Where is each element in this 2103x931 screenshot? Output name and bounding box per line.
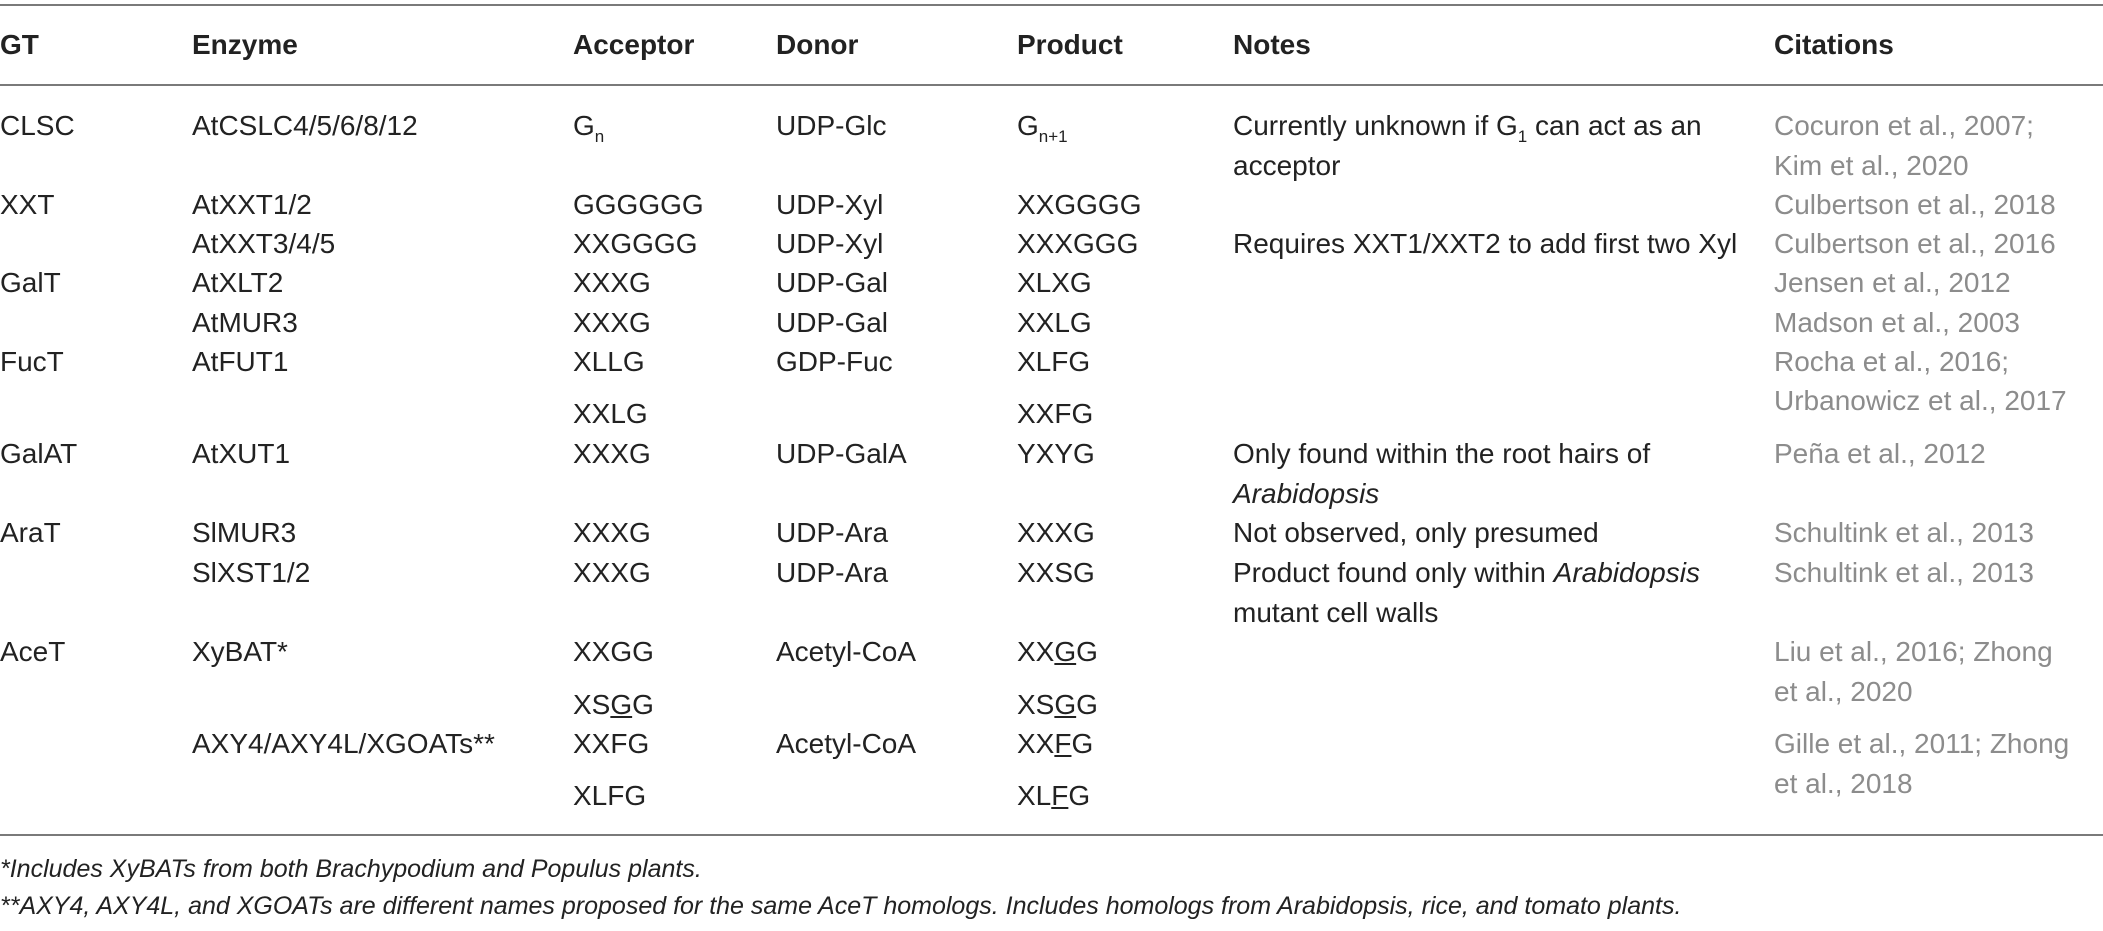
cell-citation-line2: Urbanowicz et al., 2017 bbox=[1774, 385, 2067, 416]
cell-gt: AraT bbox=[0, 517, 61, 548]
notes-text: can act as an bbox=[1527, 110, 1702, 141]
cell-donor: UDP-Ara bbox=[776, 517, 889, 548]
acceptor-underlined-residue: G bbox=[610, 689, 633, 720]
header-notes: Notes bbox=[1233, 29, 1311, 60]
acceptor-subscript: n bbox=[594, 127, 605, 146]
cell-notes-line2: Arabidopsis bbox=[1233, 478, 1380, 509]
cell-notes: Not observed, only presumed bbox=[1233, 517, 1599, 548]
acceptor-base: G bbox=[573, 110, 595, 141]
product-text: G bbox=[1076, 689, 1098, 720]
header-product: Product bbox=[1017, 29, 1123, 60]
cell-enzyme: SlMUR3 bbox=[192, 517, 297, 548]
cell-gt: FucT bbox=[0, 346, 64, 377]
cell-product bbox=[1017, 685, 1098, 725]
cell-enzyme: AtFUT1 bbox=[192, 346, 289, 377]
table-top-rule bbox=[0, 4, 2103, 6]
cell-gt: XXT bbox=[0, 189, 55, 220]
cell-citation: Liu et al., 2016; Zhong bbox=[1774, 636, 2053, 667]
product-text: XX bbox=[1017, 636, 1055, 667]
cell-citation: Jensen et al., 2012 bbox=[1774, 267, 2011, 298]
cell-acceptor: XXXG bbox=[573, 517, 651, 548]
cell-citation-line2: et al., 2018 bbox=[1774, 768, 1913, 799]
cell-enzyme: AtXUT1 bbox=[192, 438, 291, 469]
cell-enzyme: AXY4/AXY4L/XGOATs** bbox=[192, 728, 495, 759]
cell-donor: UDP-GalA bbox=[776, 438, 907, 469]
cell-enzyme: AtXLT2 bbox=[192, 267, 284, 298]
header-gt: GT bbox=[0, 29, 39, 60]
cell-acceptor: XXXG bbox=[573, 307, 651, 338]
cell-acceptor: XXGG bbox=[573, 636, 654, 667]
product-base: G bbox=[1017, 110, 1039, 141]
cell-gt: CLSC bbox=[0, 110, 75, 141]
cell-donor: UDP-Ara bbox=[776, 557, 889, 588]
cell-donor: Acetyl-CoA bbox=[776, 728, 917, 759]
header-acceptor: Acceptor bbox=[573, 29, 695, 60]
cell-citation: Peña et al., 2012 bbox=[1774, 438, 1986, 469]
cell-donor: UDP-Xyl bbox=[776, 189, 884, 220]
cell-acceptor: XXXG bbox=[573, 438, 651, 469]
product-underlined-residue: G bbox=[1054, 636, 1077, 667]
cell-product: XXSG bbox=[1017, 557, 1095, 588]
product-text: G bbox=[1071, 728, 1094, 759]
product-text: XX bbox=[1017, 728, 1055, 759]
cell-product: XLXG bbox=[1017, 267, 1092, 298]
header-donor: Donor bbox=[776, 29, 859, 60]
header-citations: Citations bbox=[1774, 29, 1894, 60]
cell-citation-line2: et al., 2020 bbox=[1774, 676, 1913, 707]
cell-acceptor: XLFG bbox=[573, 780, 647, 811]
cell-acceptor: XXXG bbox=[573, 267, 651, 298]
product-text: G bbox=[1076, 636, 1098, 667]
cell-citation: Gille et al., 2011; Zhong bbox=[1774, 728, 2070, 759]
cell-donor: Acetyl-CoA bbox=[776, 636, 917, 667]
product-text: XL bbox=[1017, 780, 1052, 811]
footnote-single-asterisk: *Includes XyBATs from both Brachypodium and Populus plants. bbox=[0, 855, 702, 883]
notes-text: Currently unknown if G bbox=[1233, 110, 1518, 141]
cell-donor: UDP-Gal bbox=[776, 267, 889, 298]
cell-citation: Cocuron et al., 2007; bbox=[1774, 110, 2034, 141]
notes-text: Product found only within bbox=[1233, 557, 1554, 588]
cell-donor: UDP-Glc bbox=[776, 110, 887, 141]
cell-donor: UDP-Gal bbox=[776, 307, 889, 338]
footnote-double-asterisk: **AXY4, AXY4L, and XGOATs are different names proposed for the same AceT homologs. Includes homologs from Arabidopsis, rice, and tomato plants. bbox=[0, 892, 1682, 920]
cell-donor: UDP-Xyl bbox=[776, 228, 884, 259]
cell-product: YXYG bbox=[1017, 438, 1095, 469]
cell-enzyme: AtCSLC4/5/6/8/12 bbox=[192, 110, 418, 141]
cell-acceptor: XLLG bbox=[573, 346, 645, 377]
product-text: XS bbox=[1017, 689, 1055, 720]
cell-enzyme: AtMUR3 bbox=[192, 307, 298, 338]
cell-notes: Requires XXT1/XXT2 to add first two Xyl bbox=[1233, 228, 1738, 259]
product-underlined-residue: F bbox=[1054, 728, 1072, 759]
notes-subscript: 1 bbox=[1517, 127, 1528, 146]
cell-enzyme: AtXXT1/2 bbox=[192, 189, 312, 220]
cell-citation: Rocha et al., 2016; bbox=[1774, 346, 2010, 377]
cell-product: XXGGGG bbox=[1017, 189, 1142, 220]
cell-acceptor bbox=[573, 106, 604, 150]
product-underlined-residue: G bbox=[1054, 689, 1077, 720]
acceptor-text: XS bbox=[573, 689, 611, 720]
cell-enzyme: XyBAT* bbox=[192, 636, 288, 667]
cell-gt: GalT bbox=[0, 267, 61, 298]
cell-product bbox=[1017, 106, 1068, 150]
cell-acceptor: XXGGGG bbox=[573, 228, 698, 259]
cell-citation: Schultink et al., 2013 bbox=[1774, 557, 2034, 588]
cell-acceptor: XXXG bbox=[573, 557, 651, 588]
cell-notes-line2: mutant cell walls bbox=[1233, 597, 1439, 628]
notes-italic-text: Arabidopsis bbox=[1553, 557, 1700, 588]
cell-product: XXXG bbox=[1017, 517, 1095, 548]
cell-product: XLFG bbox=[1017, 346, 1091, 377]
cell-citation: Schultink et al., 2013 bbox=[1774, 517, 2034, 548]
cell-acceptor: XXLG bbox=[573, 398, 648, 429]
cell-notes bbox=[1233, 553, 1700, 593]
cell-acceptor bbox=[573, 685, 654, 725]
cell-gt: GalAT bbox=[0, 438, 78, 469]
header-enzyme: Enzyme bbox=[192, 29, 298, 60]
cell-notes-line2: acceptor bbox=[1233, 150, 1341, 181]
cell-product bbox=[1017, 632, 1098, 672]
cell-acceptor: GGGGGG bbox=[573, 189, 704, 220]
cell-product: XXXGGG bbox=[1017, 228, 1139, 259]
product-text: G bbox=[1068, 780, 1091, 811]
cell-citation: Culbertson et al., 2018 bbox=[1774, 189, 2056, 220]
cell-enzyme: SlXST1/2 bbox=[192, 557, 311, 588]
table-bottom-rule bbox=[0, 834, 2103, 836]
acceptor-text: G bbox=[632, 689, 654, 720]
cell-product: XXFG bbox=[1017, 398, 1094, 429]
cell-product bbox=[1017, 776, 1090, 816]
header-bottom-rule bbox=[0, 84, 2103, 86]
cell-acceptor: XXFG bbox=[573, 728, 650, 759]
cell-citation: Culbertson et al., 2016 bbox=[1774, 228, 2056, 259]
cell-citation: Madson et al., 2003 bbox=[1774, 307, 2020, 338]
cell-donor: GDP-Fuc bbox=[776, 346, 893, 377]
cell-product: XXLG bbox=[1017, 307, 1092, 338]
cell-notes bbox=[1233, 106, 1702, 150]
cell-product bbox=[1017, 724, 1093, 764]
cell-citation-line2: Kim et al., 2020 bbox=[1774, 150, 1969, 181]
cell-gt: AceT bbox=[0, 636, 66, 667]
cell-enzyme: AtXXT3/4/5 bbox=[192, 228, 336, 259]
product-subscript: n+1 bbox=[1038, 127, 1068, 146]
product-underlined-residue: F bbox=[1051, 780, 1069, 811]
cell-notes: Only found within the root hairs of bbox=[1233, 438, 1651, 469]
